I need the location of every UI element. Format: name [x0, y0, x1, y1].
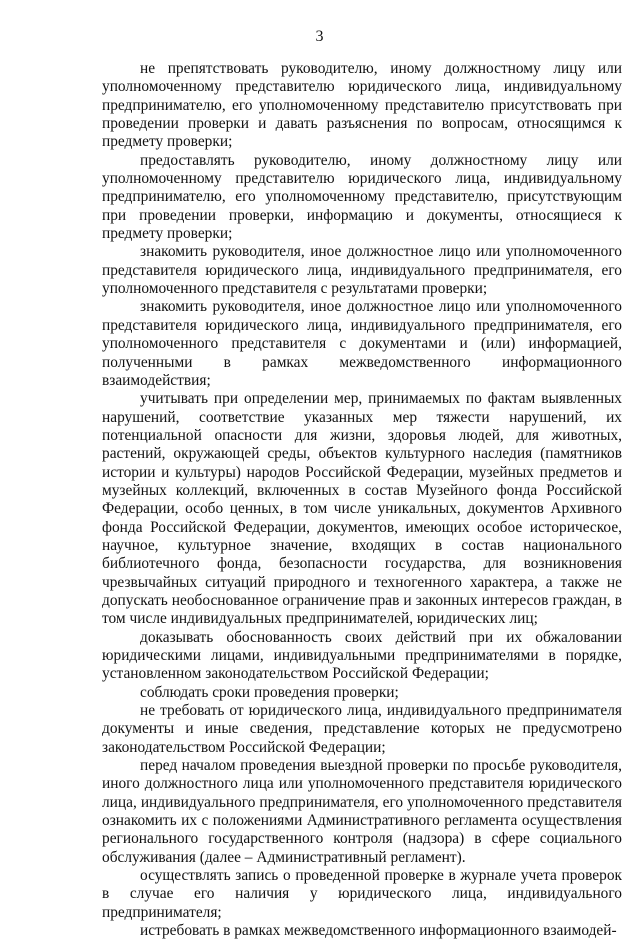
- paragraph: учитывать при определении мер, принимаемых по фактам выявленных нарушений, соответствие указанных мер тяжести нарушений, их потенциальной опасности для жизни, здоровья людей, для животных, растений, окружающей среды, объектов культурного наследия (памятников истории и культуры) народов Российской Федерации, музейных предметов и музейных коллекций, включенных в состав Музейного фонда Российской Федерации, особо ценных, в том числе уникальных, документов Архивного фонда Российской Федерации, документов, имеющих особое историческое, научное, культурное значение, входящих в состав национального библиотечного фонда, безопасности государства, для возникновения чрезвычайных ситуаций природного и техногенного характера, а также не допускать необоснованное ограничение прав и законных интересов граждан, в том числе индивидуальных предпринимателей, юридических лиц;: [102, 390, 622, 628]
- paragraph: соблюдать сроки проведения проверки;: [140, 683, 399, 701]
- paragraph: перед началом проведения выездной проверки по просьбе руководителя, иного должностного лица или уполномоченного представителя юридического лица, индивидуального предпринимателя, его уполномоченного представителя ознакомить их с положениями Административного регламента осуществления регионального государственного контроля (надзора) в сфере социального обслуживания (далее – Административный регламент).: [102, 757, 622, 866]
- paragraph: не требовать от юридического лица, индивидуального предпринимателя документы и иные сведения, представление которых не предусмотрено законодательством Российской Федерации;: [102, 702, 622, 756]
- paragraph: истребовать в рамках межведомственного информационного взаимодей-: [140, 922, 617, 940]
- paragraph: не препятствовать руководителю, иному должностному лицу или уполномоченному представителю юридического лица, индивидуальному предпринимателю, его уполномоченному представителю присутствовать при проведении проверки и давать разъяснения по вопросам, относящимся к предмету проверки;: [102, 60, 622, 151]
- paragraph: знакомить руководителя, иное должностное лицо или уполномоченного представителя юридического лица, индивидуального предпринимателя, его уполномоченного представителя с результатами проверки;: [102, 243, 622, 298]
- paragraph: доказывать обоснованность своих действий при их обжаловании юридическими лицами, индивидуальными предпринимателями в порядке, установленном законодательством Российской Федерации;: [102, 628, 622, 683]
- document-body: [102, 60, 622, 941]
- page-number: 3: [315, 28, 324, 45]
- paragraph: осуществлять запись о проведенной проверке в журнале учета проверок в случае его наличия у юридического лица, индивидуального предпринимателя;: [102, 867, 622, 921]
- paragraph: знакомить руководителя, иное должностное лицо или уполномоченного представителя юридического лица, индивидуального предпринимателя, его уполномоченного представителя с документами и (или) информацией, полученными в рамках межведомственного информационного взаимодействия;: [102, 298, 622, 389]
- paragraph: предоставлять руководителю, иному должностному лицу или уполномоченному представителю юридического лица, индивидуальному предпринимателю, его уполномоченному представителю, присутствующим при проведении проверки, информацию и документы, относящиеся к предмету проверки;: [102, 151, 622, 243]
